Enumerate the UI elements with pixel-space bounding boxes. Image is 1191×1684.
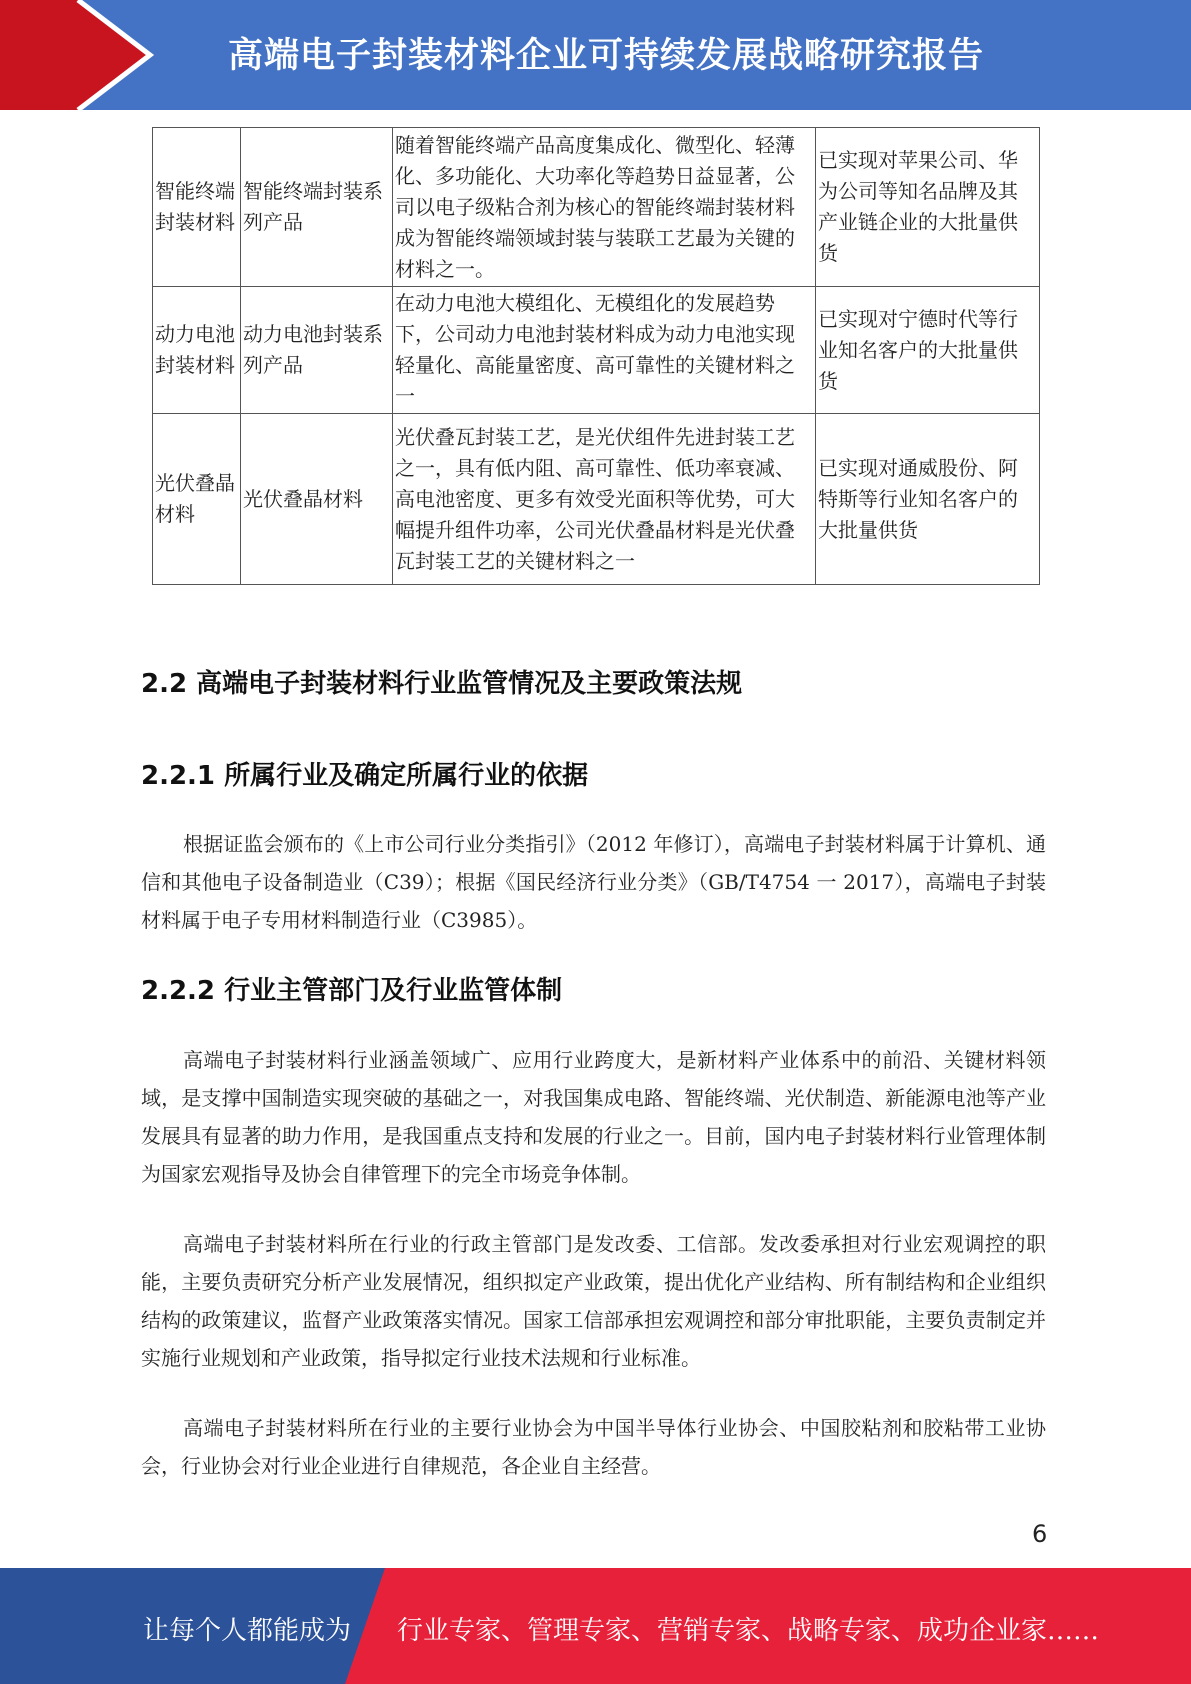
product-cell: 智能终端封装系列产品	[241, 128, 393, 287]
section-heading-2-2-1: 2.2.1 所属行业及确定所属行业的依据	[141, 761, 589, 791]
paragraph-industry-classification: 根据证监会颁布的《上市公司行业分类指引》（2012 年修订），高端电子封装材料属于计算机、通信和其他电子设备制造业（C39）；根据《国民经济行业分类》（GB/T4754 一 2017），高端电子封装材料属于电子专用材料制造行业（C3985）。	[141, 832, 1046, 932]
report-title: 高端电子封装材料企业可持续发展战略研究报告	[228, 36, 985, 76]
footer-band	[0, 1568, 1191, 1684]
product-cell: 光伏叠晶材料	[241, 414, 393, 585]
paragraph-associations: 高端电子封装材料所在行业的主要行业协会为中国半导体行业协会、中国胶粘剂和胶粘带工业协会，行业协会对行业企业进行自律规范，各企业自主经营。	[141, 1416, 1046, 1478]
customers-cell: 已实现对宁德时代等行业知名客户的大批量供货	[816, 287, 1040, 414]
category-cell: 动力电池封装材料	[153, 287, 241, 414]
section-heading-2-2-2: 2.2.2 行业主管部门及行业监管体制	[141, 976, 563, 1006]
product-cell: 动力电池封装系列产品	[241, 287, 393, 414]
category-cell: 光伏叠晶材料	[153, 414, 241, 585]
paragraph-regulators: 高端电子封装材料所在行业的行政主管部门是发改委、工信部。发改委承担对行业宏观调控的职能，主要负责研究分析产业发展情况，组织拟定产业政策，提出优化产业结构、所有制结构和企业组织结构的政策建议，监督产业政策落实情况。国家工信部承担宏观调控和部分审批职能，主要负责制定并实施行业规划和产业政策，指导拟定行业技术法规和行业标准。	[141, 1232, 1046, 1370]
table-row	[153, 128, 1040, 287]
header-band	[0, 0, 1191, 110]
paragraph-industry-overview: 高端电子封装材料行业涵盖领域广、应用行业跨度大，是新材料产业体系中的前沿、关键材料领域，是支撑中国制造实现突破的基础之一，对我国集成电路、智能终端、光伏制造、新能源电池等产业发展具有显著的助力作用，是我国重点支持和发展的行业之一。目前，国内电子封装材料行业管理体制为国家宏观指导及协会自律管理下的完全市场竞争体制。	[141, 1048, 1046, 1186]
section-heading-2-2: 2.2 高端电子封装材料行业监管情况及主要政策法规	[141, 669, 743, 699]
category-cell: 智能终端封装材料	[153, 128, 241, 287]
table-row	[153, 414, 1040, 585]
footer-slogan-left: 让每个人都能成为	[143, 1616, 352, 1646]
product-table	[152, 127, 1040, 585]
footer-slogan-right: 行业专家、管理专家、营销专家、战略专家、成功企业家……	[397, 1616, 1100, 1646]
table-row	[153, 287, 1040, 414]
description-cell: 随着智能终端产品高度集成化、微型化、轻薄化、多功能化、大功率化等趋势日益显著，公司以电子级粘合剂为核心的智能终端封装材料成为智能终端领域封装与装联工艺最为关键的材料之一。	[393, 128, 816, 287]
description-cell: 在动力电池大模组化、无模组化的发展趋势下，公司动力电池封装材料成为动力电池实现轻量化、高能量密度、高可靠性的关键材料之一	[393, 287, 816, 414]
customers-cell: 已实现对通威股份、阿特斯等行业知名客户的大批量供货	[816, 414, 1040, 585]
customers-cell: 已实现对苹果公司、华为公司等知名品牌及其产业链企业的大批量供货	[816, 128, 1040, 287]
page-number: 6	[1032, 1520, 1048, 1548]
description-cell: 光伏叠瓦封装工艺，是光伏组件先进封装工艺之一，具有低内阻、高可靠性、低功率衰减、高电池密度、更多有效受光面积等优势，可大幅提升组件功率，公司光伏叠晶材料是光伏叠瓦封装工艺的关键材料之一	[393, 414, 816, 585]
